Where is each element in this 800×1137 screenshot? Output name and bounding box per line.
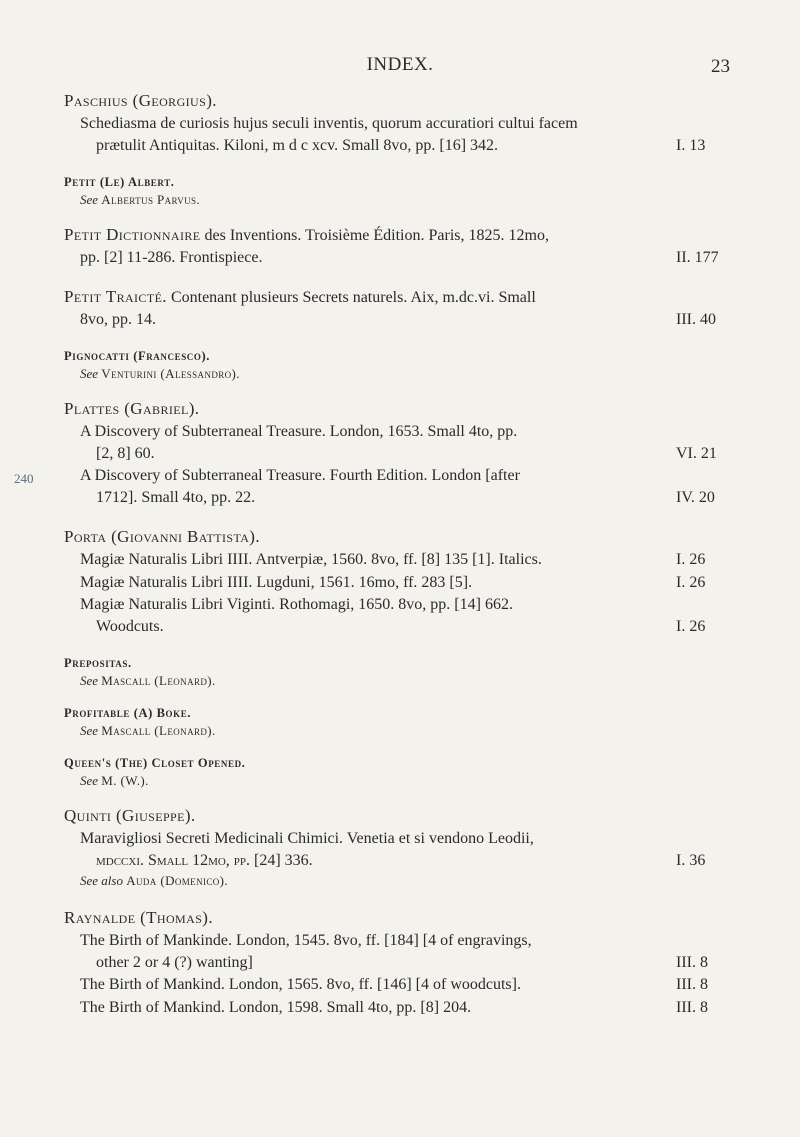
see-label: See xyxy=(80,673,99,688)
entry-item xyxy=(64,549,740,571)
item-line: mdccxi. Small 12mo, pp. [24] 336. xyxy=(96,851,313,869)
item-line: pp. [2] 11-286. Frontispiece. xyxy=(80,248,263,266)
see-reference xyxy=(64,872,740,889)
index-entry-profitable-boke xyxy=(64,705,740,739)
see-label: See xyxy=(80,192,99,207)
entry-item xyxy=(64,572,740,594)
item-line: Magiæ Naturalis Libri IIII. Antverpiæ, 1560. 8vo, ff. [8] 135 [1]. Italics. xyxy=(80,551,542,568)
entry-heading: Prepositas. xyxy=(64,656,132,670)
see-reference xyxy=(64,672,740,689)
item-line: Contenant plusieurs Secrets naturels. Aix, m.dc.vi. Small xyxy=(166,289,536,306)
index-entry-quinti xyxy=(64,805,740,889)
entry-item xyxy=(64,594,740,637)
item-location: III. 8 xyxy=(676,998,708,1016)
see-label: See xyxy=(80,366,99,381)
see-reference xyxy=(64,772,740,789)
entry-heading: Quinti (Giuseppe). xyxy=(64,806,196,825)
item-location: I. 13 xyxy=(676,136,706,154)
item-location: I. 26 xyxy=(676,573,706,591)
item-location: III. 8 xyxy=(676,953,708,971)
see-target: Mascall (Leonard). xyxy=(101,673,216,688)
item-line: Schediasma de curiosis hujus seculi inventis, quorum accuratiori cultui facem xyxy=(80,115,578,132)
item-line: Maravigliosi Secreti Medicinali Chimici. Venetia et si vendono Leodii, xyxy=(80,830,534,847)
item-line: A Discovery of Subterraneal Treasure. London, 1653. Small 4to, pp. xyxy=(80,423,518,440)
index-content xyxy=(14,90,740,1036)
entry-heading: Paschius (Georgius). xyxy=(64,91,217,110)
item-location: VI. 21 xyxy=(676,444,717,462)
index-entry-prepositas xyxy=(64,655,740,689)
index-entry-porta xyxy=(64,526,740,637)
see-reference xyxy=(64,365,740,382)
see-label: See xyxy=(80,723,99,738)
entry-item xyxy=(64,113,740,156)
item-line: other 2 or 4 (?) wanting] xyxy=(96,953,253,971)
entry-item xyxy=(64,286,740,330)
see-target: Mascall (Leonard). xyxy=(101,723,216,738)
index-entry-petit-albert xyxy=(64,174,740,208)
page-header xyxy=(0,54,800,78)
item-line: The Birth of Mankinde. London, 1545. 8vo, ff. [184] [4 of engravings, xyxy=(80,932,532,949)
see-reference xyxy=(64,722,740,739)
item-line: A Discovery of Subterraneal Treasure. Fourth Edition. London [after xyxy=(80,467,520,484)
item-line: 1712]. Small 4to, pp. 22. xyxy=(96,488,256,506)
see-target: Auda (Domenico). xyxy=(126,873,229,888)
index-entry-paschius xyxy=(64,90,740,156)
entry-item xyxy=(64,930,740,973)
item-line: des Inventions. Troisième Édition. Paris, 1825. 12mo, xyxy=(200,227,549,244)
entry-item xyxy=(64,421,740,464)
entry-item xyxy=(64,224,740,268)
index-entry-pignocatti xyxy=(64,348,740,382)
see-target: Venturini (Alessandro). xyxy=(101,366,240,381)
entry-item xyxy=(64,997,740,1019)
see-label: See xyxy=(80,773,99,788)
entry-heading: Pignocatti (Francesco). xyxy=(64,349,210,363)
item-location: III. 8 xyxy=(676,976,708,993)
item-location: III. 40 xyxy=(676,310,716,328)
margin-annotation: 240 xyxy=(14,471,34,486)
entry-item xyxy=(14,465,740,508)
index-entry-petit-dictionnaire xyxy=(64,224,740,268)
entry-heading: Profitable (A) Boke. xyxy=(64,706,192,720)
item-location: IV. 20 xyxy=(676,488,715,506)
index-entry-plattes xyxy=(14,398,740,508)
item-location: I. 26 xyxy=(676,617,706,635)
item-location: I. 26 xyxy=(676,551,706,568)
entry-heading: Porta (Giovanni Battista). xyxy=(64,527,261,546)
entry-heading: Petit (Le) Albert. xyxy=(64,175,175,189)
item-line: The Birth of Mankind. London, 1565. 8vo, ff. [146] [4 of woodcuts]. xyxy=(80,976,521,993)
entry-item xyxy=(64,828,740,871)
item-line: Magiæ Naturalis Libri Viginti. Rothomagi, 1650. 8vo, pp. [14] 662. xyxy=(80,596,513,613)
item-line: prætulit Antiquitas. Kiloni, m d c xcv. Small 8vo, pp. [16] 342. xyxy=(96,136,499,154)
item-location: I. 36 xyxy=(676,851,706,869)
index-entry-queens-closet xyxy=(64,755,740,789)
item-line: 8vo, pp. 14. xyxy=(80,310,156,328)
item-line: Magiæ Naturalis Libri IIII. Lugduni, 1561. 16mo, ff. 283 [5]. xyxy=(80,573,473,591)
entry-heading: Raynalde (Thomas). xyxy=(64,908,213,927)
item-line: Woodcuts. xyxy=(96,617,164,635)
page-number: 23 xyxy=(711,56,730,77)
entry-heading: Petit Dictionnaire xyxy=(64,225,201,244)
see-label: See also xyxy=(80,873,123,888)
entry-item xyxy=(64,974,740,996)
item-line: The Birth of Mankind. London, 1598. Small 4to, pp. [8] 204. xyxy=(80,998,472,1016)
see-reference xyxy=(64,191,740,208)
entry-heading: Queen's (The) Closet Opened. xyxy=(64,756,246,770)
page-title: INDEX. xyxy=(366,54,434,75)
entry-heading: Petit Traicté. xyxy=(64,287,167,306)
index-entry-raynalde xyxy=(64,907,740,1018)
item-location: II. 177 xyxy=(676,248,719,266)
item-line: [2, 8] 60. xyxy=(96,444,155,462)
see-target: M. (W.). xyxy=(101,773,149,788)
see-target: Albertus Parvus. xyxy=(101,192,201,207)
entry-heading: Plattes (Gabriel). xyxy=(64,399,200,418)
index-entry-petit-traicte xyxy=(64,286,740,330)
